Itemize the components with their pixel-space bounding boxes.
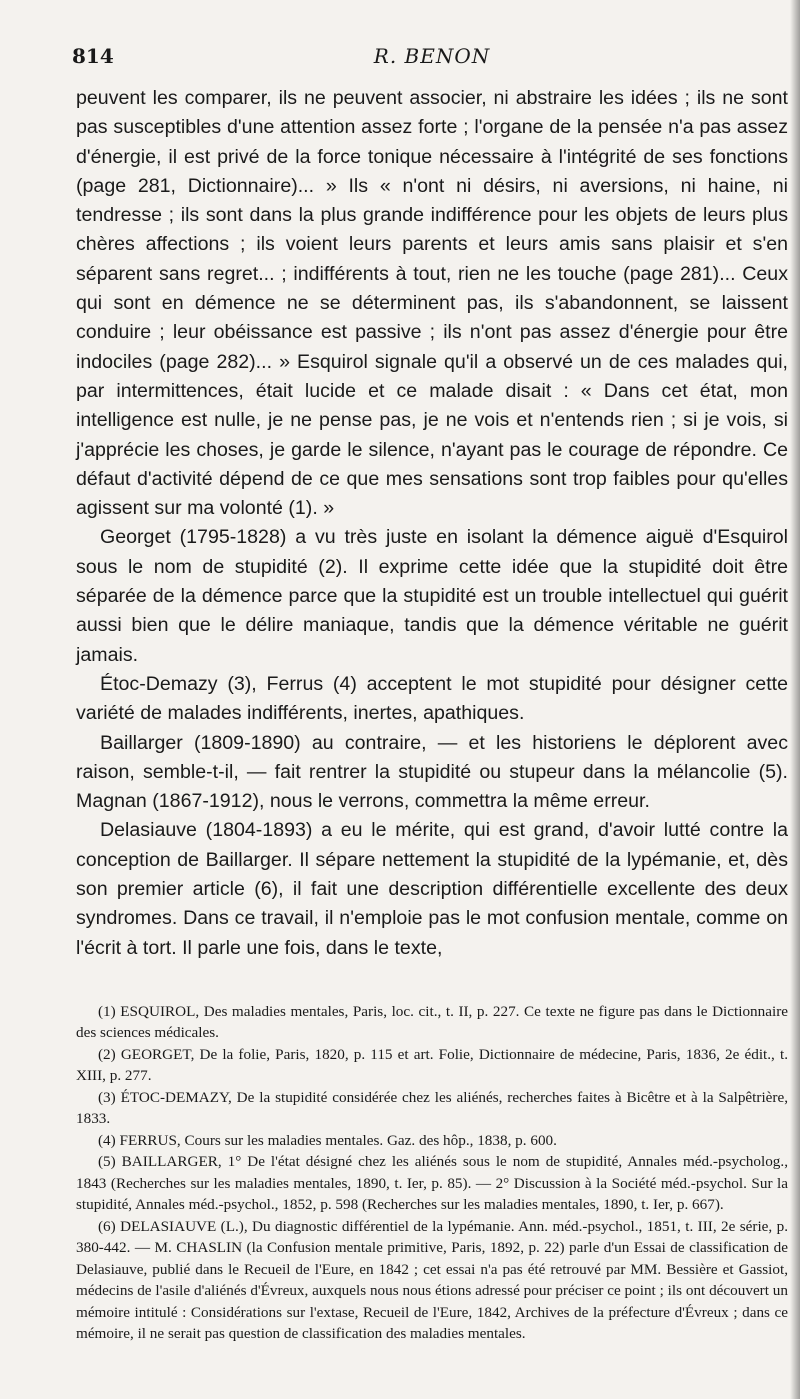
paragraph-georget: Georget (1795-1828) a vu très juste en isolant la démence aiguë d'Esquirol sous le nom de stupidité (2). Il exprime cette idée que la stupidité doit être séparée de la démence parce que la stupidité est un trouble intellectuel qui guérit aussi bien que le délire maniaque, tandis que la démence véritable ne guérit jamais. (76, 526, 788, 666)
running-head: R. BENON (373, 44, 491, 68)
paragraph-esquirol-quote: peuvent les comparer, ils ne peuvent associer, ni abstraire les idées ; ils ne sont pas susceptibles d'une attention assez forte ; l'organe de la pensée n'a pas assez d'énergie, il est privé de la force tonique nécessaire à l'intégrité de ses fonctions (page 281, Dictionnaire)... » Ils « n'ont ni désirs, ni aversions, ni haine, ni tendresse ; ils sont dans la plus grande indifférence pour les objets de leurs plus chères affections ; ils voient leurs parents et leurs amis sans plaisir et s'en séparent sans regret... ; indifférents à tout, rien ne les touche (page 281)... Ceux qui sont en démence ne se déterminent pas, ils s'abandonnent, se laissent conduire ; leur obéissance est passive ; ils n'ont pas assez d'énergie pour être indociles (page 282)... » Esquirol signale qu'il a observé un de ces malades qui, par intermittences, était lucide et ce malade disait : « Dans cet état, mon intelligence est nulle, je ne pense pas, je ne vois et n'entends rien ; si je vois, si j'apprécie les choses, je garde le silence, n'ayant pas le courage de répondre. Ce défaut d'activité dépend de ce que mes sensations sont trop faibles pour qu'elles agissent sur ma volonté (1). » (76, 87, 788, 520)
book-page (72, 40, 788, 1345)
paragraph-baillarger: Baillarger (1809-1890) au contraire, — et les historiens le déplorent avec raison, semble-t-il, — fait rentrer la stupidité ou stupeur dans la mélancolie (5). Magnan (1867-1912), nous le verrons, commettra la même erreur. (76, 731, 788, 813)
footnote-2: (2) GEORGET, De la folie, Paris, 1820, p. 115 et art. Folie, Dictionnaire de médecine, Paris, 1836, 2e édit., t. XIII, p. 277. (76, 1045, 788, 1085)
footnote-5: (5) BAILLARGER, 1° De l'état désigné chez les aliénés sous le nom de stupidité, Annales méd.-psycholog., 1843 (Recherches sur les maladies mentales, 1890, t. Ier, p. 85). — 2° Discussion à la Société méd.-psychol. Sur la stupidité, Annales méd.-psychol., 1852, p. 598 (Recherches sur les maladies mentales, 1890, t. Ier, p. 667). (76, 1153, 788, 1214)
paragraph-etoc-demazy: Étoc-Demazy (3), Ferrus (4) acceptent le mot stupidité pour désigner cette variété de malades indifférents, inertes, apathiques. (76, 672, 788, 725)
footnote-3: (3) ÉTOC-DEMAZY, De la stupidité considérée chez les aliénés, recherches faites à Bicêtre et à la Salpêtrière, 1833. (76, 1088, 788, 1128)
footnote-1: (1) ESQUIROL, Des maladies mentales, Paris, loc. cit., t. II, p. 227. Ce texte ne figure pas dans le Dictionnaire des sciences médicales. (76, 1002, 788, 1042)
page-number: 814 (72, 44, 114, 68)
body-text (76, 84, 788, 963)
footnotes (76, 1001, 788, 1345)
paragraph-delasiauve: Delasiauve (1804-1893) a eu le mérite, qui est grand, d'avoir lutté contre la conception de Baillarger. Il sépare nettement la stupidité de la lypémanie, et, dès son premier article (6), il fait une description différentielle excellente des deux syndromes. Dans ce travail, il n'emploie pas le mot confusion mentale, comme on l'écrit à tort. Il parle une fois, dans le texte, (76, 819, 788, 959)
footnote-4: (4) FERRUS, Cours sur les maladies mentales. Gaz. des hôp., 1838, p. 600. (98, 1131, 557, 1149)
footnote-6: (6) DELASIAUVE (L.), Du diagnostic différentiel de la lypémanie. Ann. méd.-psychol., 1851, t. III, 2e série, p. 380-442. — M. CHASLIN (la Confusion mentale primitive, Paris, 1892, p. 22) parle d'un Essai de classification de Delasiauve, publié dans le Recueil de l'Eure, en 1842 ; cet essai n'a pas été retrouvé par MM. Bessière et Gassiot, médecins de l'asile d'aliénés d'Évreux, auxquels nous nous étions adressé pour préciser ce point ; ils ont découvert un mémoire intitulé : Considérations sur l'extase, Recueil de l'Eure, 1842, Archives de la préfecture d'Évreux ; dans ce mémoire, il ne serait pas question de classification des maladies mentales. (76, 1217, 788, 1343)
page-edge-shadow (790, 0, 800, 1399)
page-header (72, 40, 788, 74)
